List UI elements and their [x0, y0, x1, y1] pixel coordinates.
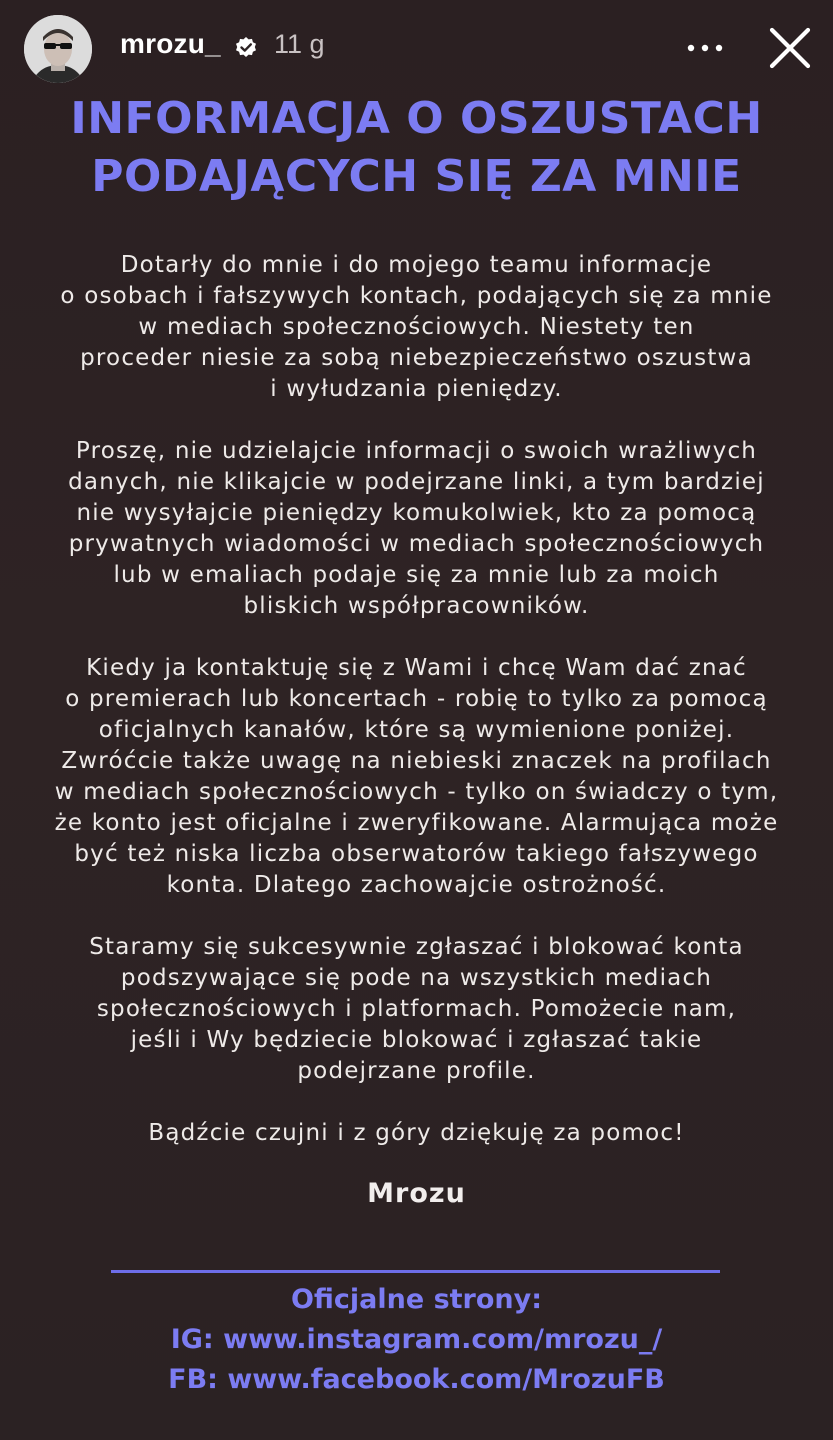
story-header [0, 0, 833, 96]
paragraph-2 [0, 436, 833, 622]
text-line: być też niska liczba obserwatorów takiego fałszywego [74, 841, 759, 867]
text-line: społecznościowych i platformach. Pomożecie nam, [96, 996, 737, 1022]
official-links-heading: Oficjalne strony: [290, 1284, 543, 1315]
verified-badge-icon [234, 36, 258, 60]
text-line: bliskich współpracowników. [243, 593, 590, 619]
text-line: konta. Dlatego zachowajcie ostrożność. [166, 872, 667, 898]
text-line: i wyłudzania pieniędzy. [270, 376, 563, 402]
text-line: o premierach lub koncertach - robię to tylko za pomocą [65, 686, 768, 712]
text-line: o osobach i fałszywych kontach, podających się za mnie [60, 283, 773, 309]
username[interactable]: mrozu_ [120, 28, 221, 59]
title-line: PODAJĄCYCH SIĘ ZA MNIE [91, 151, 742, 202]
text-line: podejrzane profile. [297, 1058, 536, 1084]
instagram-link: IG: www.instagram.com/mrozu_/ [170, 1324, 663, 1355]
divider [111, 1270, 720, 1273]
text-line: w mediach społecznościowych - tylko on świadczy o tym, [54, 779, 779, 805]
avatar[interactable] [24, 15, 92, 83]
text-line: danych, nie klikajcie w podejrzane linki, a tym bardziej [68, 469, 765, 495]
text-line: Bądźcie czujni i z góry dziękuję za pomoc! [148, 1120, 685, 1146]
post-time: 11 g [274, 29, 325, 59]
more-options-icon[interactable] [680, 30, 730, 66]
official-links [0, 1280, 833, 1400]
text-line: nie wysyłajcie pieniędzy komukolwiek, kto za pomocą [76, 500, 757, 526]
text-line: Staramy się sukcesywnie zgłaszać i blokować konta [89, 934, 744, 960]
close-icon[interactable] [764, 22, 816, 74]
avatar-photo-icon [24, 15, 92, 83]
signature: Mrozu [367, 1178, 466, 1209]
text-line: Proszę, nie udzielajcie informacji o swoich wrażliwych [75, 438, 758, 464]
text-line: prywatnych wiadomości w mediach społecznościowych [68, 531, 765, 557]
facebook-link: FB: www.facebook.com/MrozuFB [168, 1364, 665, 1395]
paragraph-5 [0, 1118, 833, 1149]
text-line: oficjalnych kanałów, które są wymienione poniżej. [98, 717, 735, 743]
text-line: jeśli i Wy będziecie blokować i zgłaszać takie [130, 1027, 703, 1053]
text-line: proceder niesie za sobą niebezpieczeństwo oszustwa [80, 345, 753, 371]
paragraph-4 [0, 932, 833, 1087]
text-line: że konto jest oficjalne i zweryfikowane. Alarmująca może [54, 810, 779, 836]
post-body [0, 250, 833, 1180]
paragraph-3 [0, 653, 833, 901]
text-line: Dotarły do mnie i do mojego teamu informacje [120, 252, 713, 278]
title-line: INFORMACJA O OSZUSTACH [70, 93, 763, 144]
text-line: w mediach społecznościowych. Niestety ten [138, 314, 695, 340]
text-line: Zwróćcie także uwagę na niebieski znaczek na profilach [61, 748, 772, 774]
paragraph-1 [0, 250, 833, 405]
post-title [0, 90, 833, 206]
text-line: lub w emaliach podaje się za mnie lub za moich [113, 562, 720, 588]
text-line: podszywające się pode na wszystkich mediach [120, 965, 713, 991]
text-line: Kiedy ja kontaktuję się z Wami i chcę Wam dać znać [86, 655, 747, 681]
